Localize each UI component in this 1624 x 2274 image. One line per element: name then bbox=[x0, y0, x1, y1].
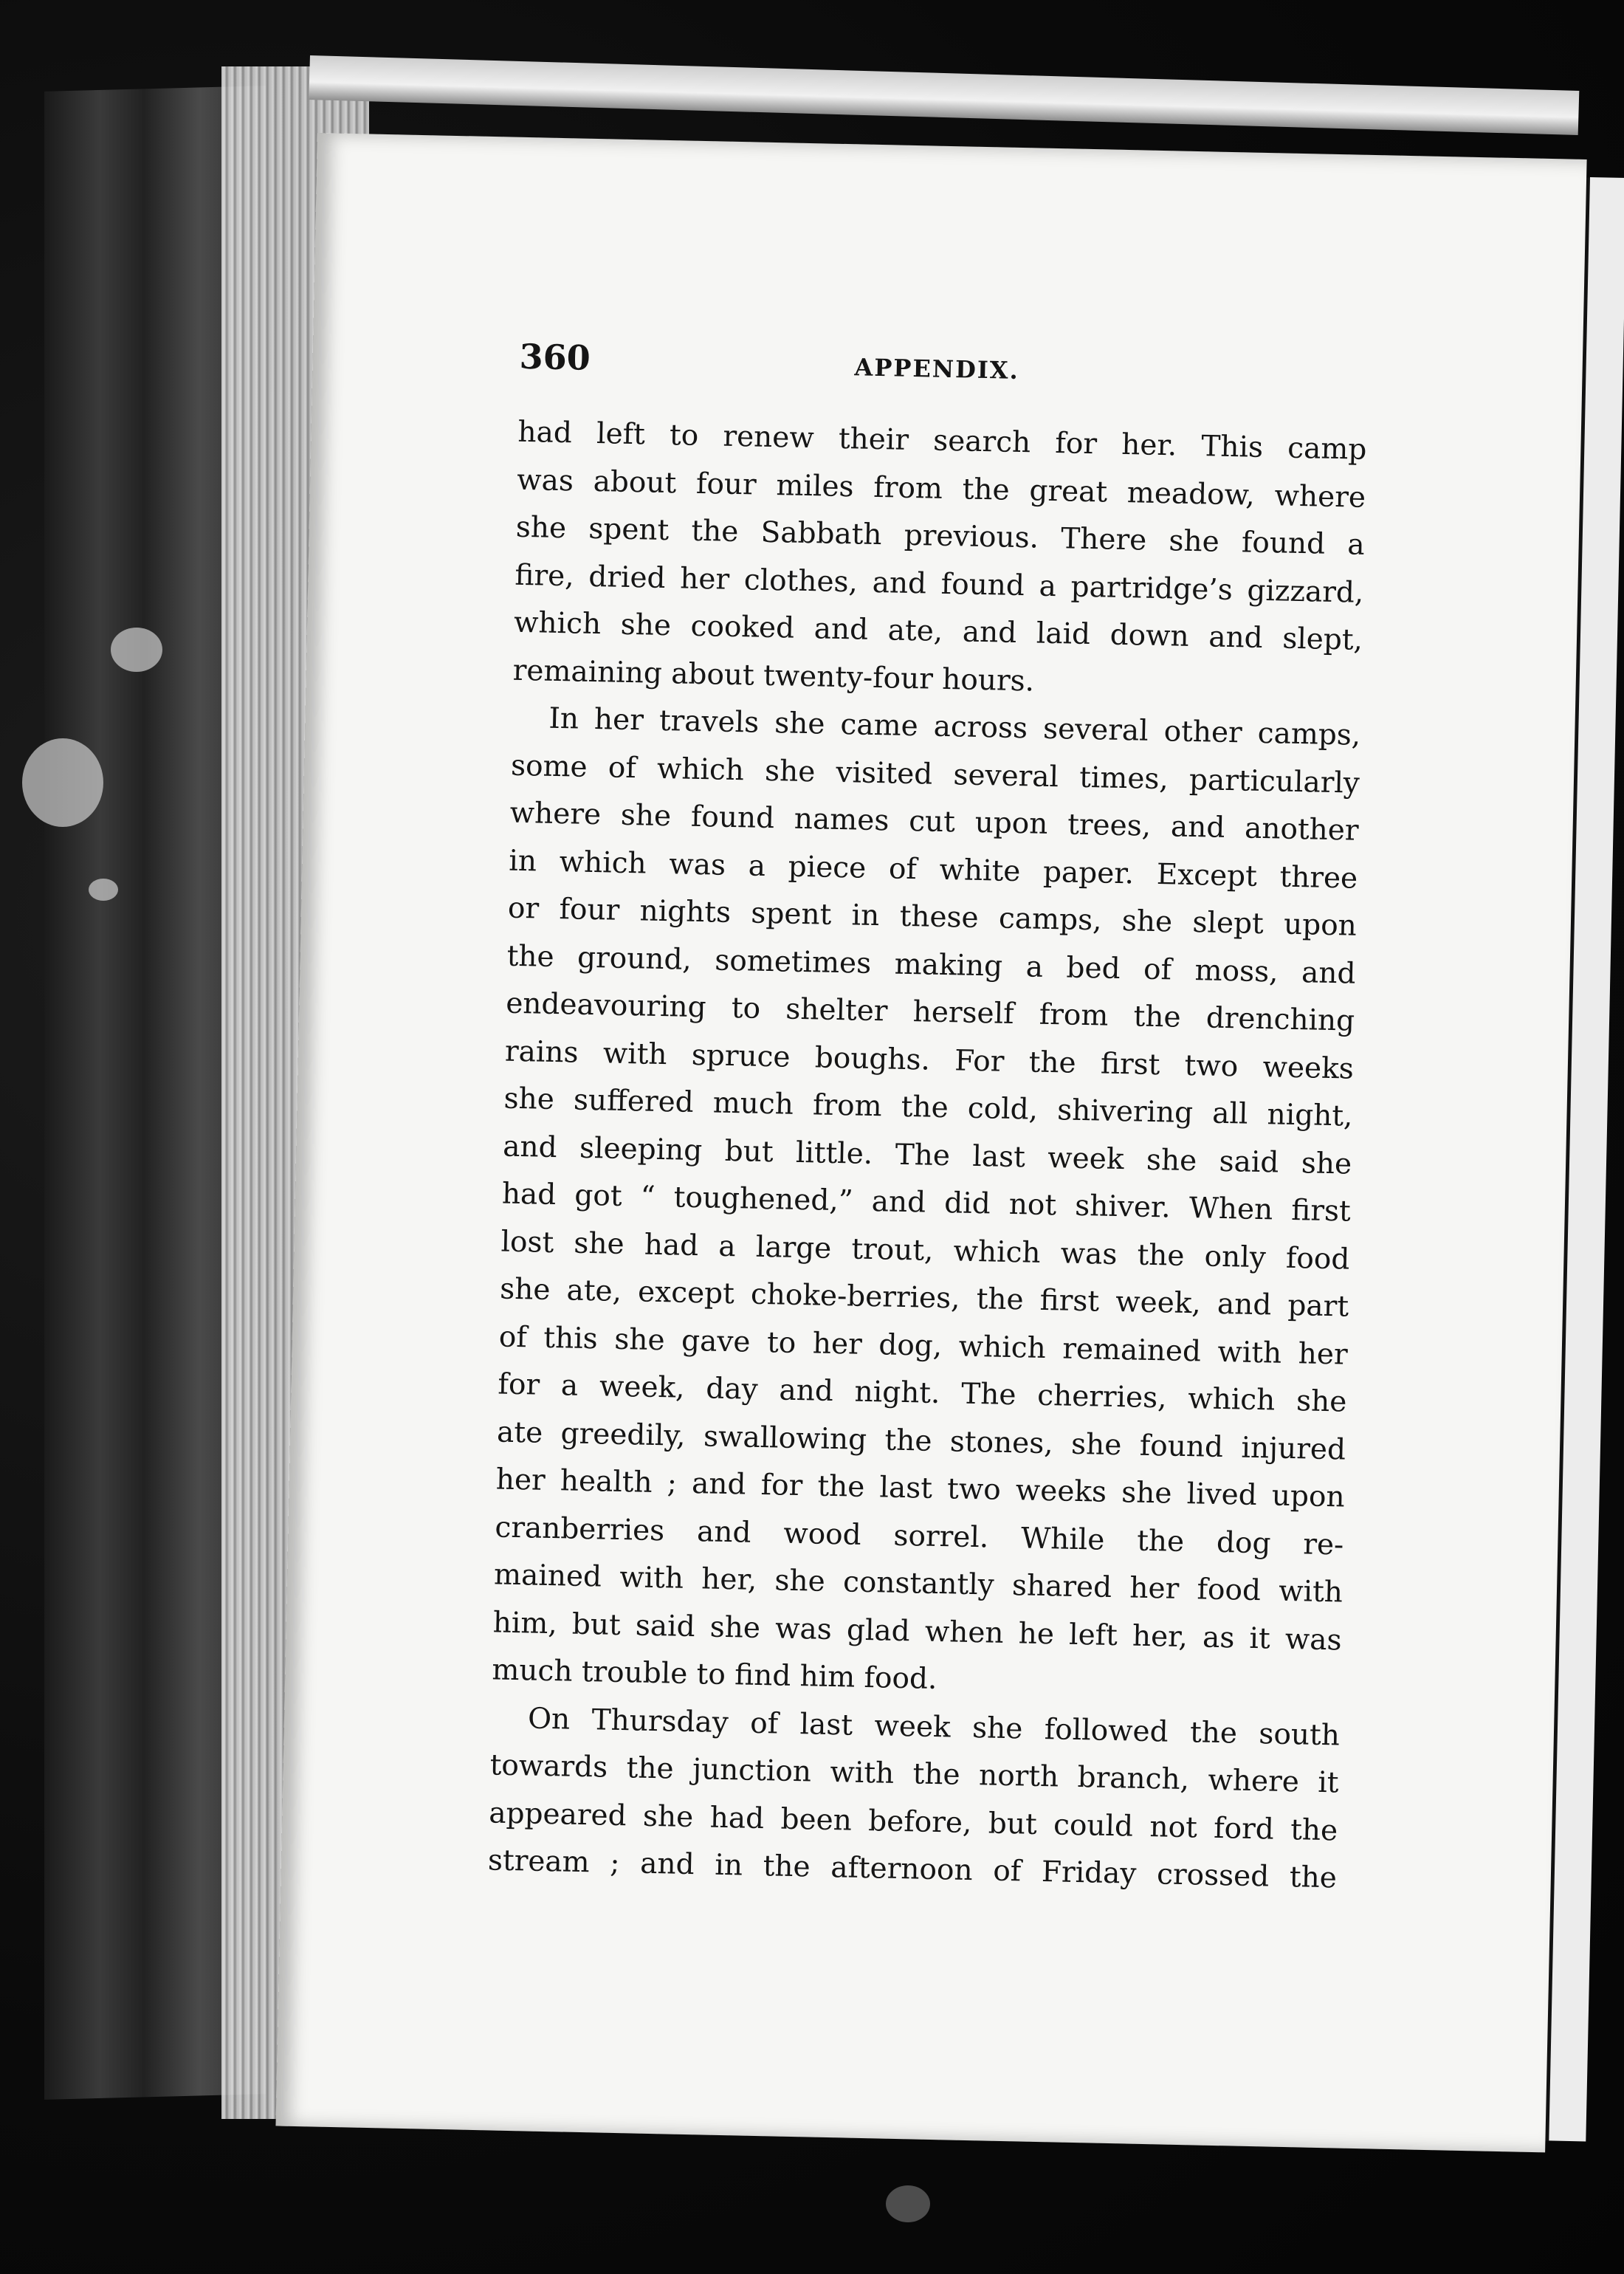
top-page-edge bbox=[309, 55, 1579, 135]
text-line: towards the junction with the north branch, where it bbox=[489, 1748, 1339, 1800]
dust-speck bbox=[89, 879, 118, 901]
text-line: On Thursday of last week she followed the south bbox=[527, 1701, 1341, 1752]
body-text bbox=[487, 409, 1367, 1903]
text-line: cranberries and wood sorrel. While the dog re- bbox=[495, 1510, 1344, 1562]
text-line: had left to renew their search for her. This camp bbox=[517, 415, 1367, 467]
dust-speck bbox=[111, 628, 162, 672]
text-line: for a week, day and night. The cherries, which she bbox=[498, 1367, 1347, 1419]
text-line: remaining about twenty-four hours. bbox=[512, 653, 1035, 698]
text-line: she suffered much from the cold, shivering all night, bbox=[503, 1082, 1353, 1133]
text-line: was about four miles from the great meadow, where bbox=[516, 463, 1366, 515]
text-line: which she cooked and ate, and laid down and slept, bbox=[513, 605, 1363, 657]
text-line: she spent the Sabbath previous. There she found a bbox=[515, 510, 1366, 562]
text-line: of this she gave to her dog, which remained with her bbox=[498, 1320, 1349, 1372]
text-line: where she found names cut upon trees, and another bbox=[509, 796, 1359, 848]
text-line: rains with spruce boughs. For the first two weeks bbox=[504, 1034, 1355, 1086]
text-line: appeared she had been before, but could not ford the bbox=[488, 1796, 1338, 1847]
text-line: stream ; and in the afternoon of Friday crossed the bbox=[487, 1844, 1338, 1895]
text-line: or four nights spent in these camps, she slept upon bbox=[507, 891, 1358, 943]
dust-speck bbox=[886, 2185, 930, 2222]
text-line: In her travels she came across several other camps, bbox=[548, 701, 1361, 752]
text-line: her health ; and for the last two weeks she lived upon bbox=[495, 1463, 1346, 1514]
running-head: APPENDIX. bbox=[854, 353, 1020, 385]
text-line: fire, dried her clothes, and found a partridge’s gizzard, bbox=[515, 558, 1364, 610]
text-line: had got “ toughened,” and did not shiver. When first bbox=[501, 1177, 1352, 1229]
book-page bbox=[275, 133, 1586, 2152]
text-line: and sleeping but little. The last week she said she bbox=[502, 1130, 1352, 1181]
text-line: much trouble to find him food. bbox=[491, 1653, 937, 1697]
text-line: the ground, sometimes making a bed of moss, and bbox=[506, 939, 1356, 991]
text-line: endeavouring to shelter herself from the drenching bbox=[505, 986, 1355, 1038]
text-line: ate greedily, swallowing the stones, she found injured bbox=[496, 1415, 1346, 1467]
text-line: him, but said she was glad when he left her, as it was bbox=[492, 1605, 1343, 1658]
page-number: 360 bbox=[519, 336, 591, 378]
page-header bbox=[519, 337, 1369, 413]
text-line: she ate, except choke-berries, the first week, and part bbox=[499, 1272, 1349, 1324]
text-line: mained with her, she constantly shared her food with bbox=[493, 1558, 1343, 1610]
text-line: some of which she visited several times, particularly bbox=[510, 749, 1360, 800]
page-text-block bbox=[487, 337, 1369, 1903]
text-line: in which was a piece of white paper. Except three bbox=[508, 844, 1358, 896]
dust-speck bbox=[22, 738, 103, 827]
text-line: lost she had a large trout, which was the only food bbox=[500, 1225, 1350, 1277]
